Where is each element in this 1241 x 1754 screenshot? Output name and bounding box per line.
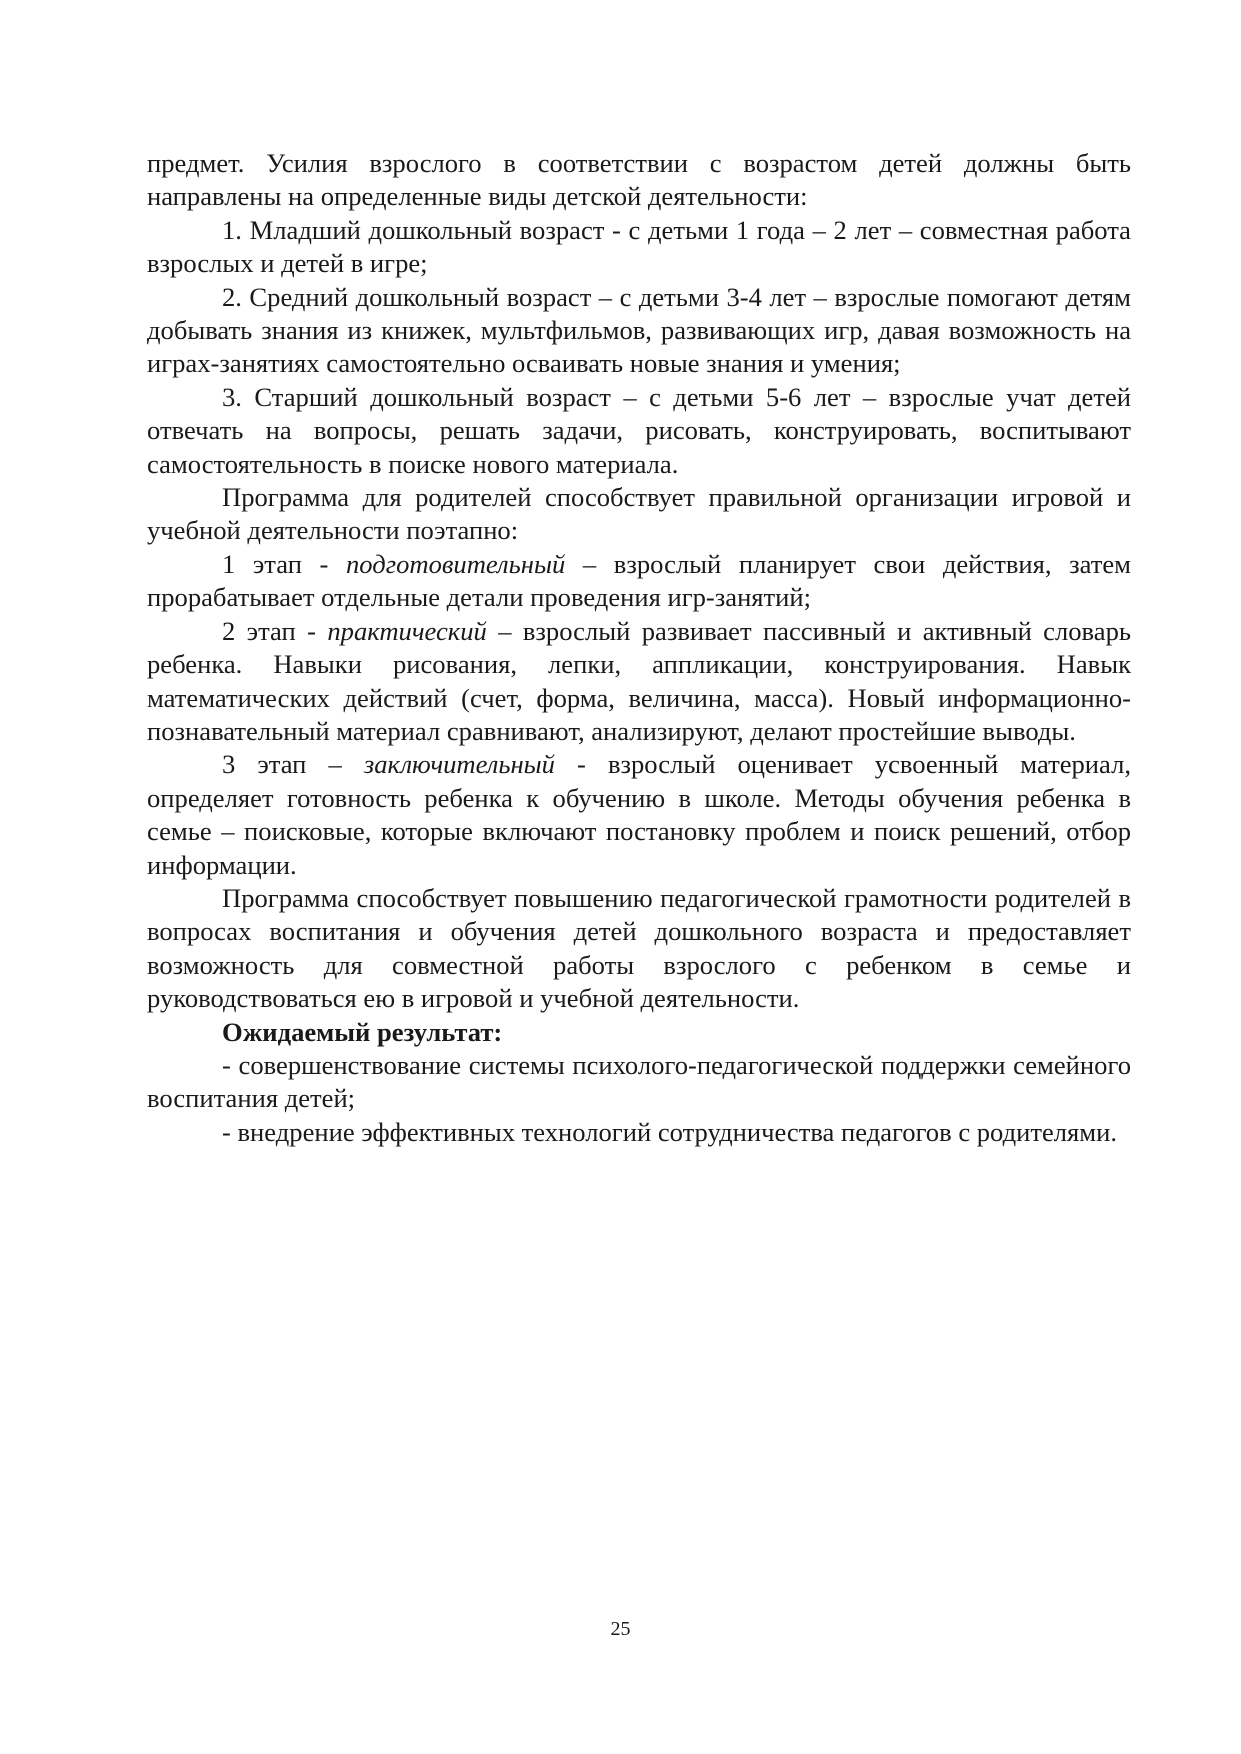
stage-1-text: – взрослый планирует свои действия, затем прорабатывает отдельные детали проведения игр-занятий; [147,548,1131,613]
list-item-junior-age: 1. Младший дошкольный возраст - с детьми 1 года – 2 лет – совместная работа взрослых и детей в игре; [147,214,1131,279]
stage-1-paragraph [147,548,1131,615]
result-item-1: - совершенствование системы психолого-педагогической поддержки семейного воспитания детей; [147,1049,1131,1114]
paragraph-conclusion: Программа способствует повышению педагогической грамотности родителей в вопросах воспитания и обучения детей дошкольного возраста и предоставляет возможность для совместной работы взрослого с ребенком в семье и руководствоваться ею в игровой и учебной деятельности. [147,882,1131,1014]
paragraph-program: Программа для родителей способствует правильной организации игровой и учебной деятельности поэтапно: [147,482,1131,546]
stage-3-text: - взрослый оценивает усвоенный материал, определяет готовность ребенка к обучению в школе. Методы обучения ребенка в семье – поисковые, которые включают постановку проблем и поиск решений, отбор информации. [147,749,1131,880]
stage-3-lead: 3 этап – [222,749,364,780]
stage-1-term: подготовительный [346,548,566,579]
document-body [147,147,1131,1149]
stage-3-paragraph [147,748,1131,882]
page-number: 25 [610,1618,631,1640]
paragraph-intro: предмет. Усилия взрослого в соответствии с возрастом детей должны быть направлены на определенные виды детской деятельности: [147,148,1131,212]
result-item-2: - внедрение эффективных технологий сотрудничества педагогов с родителями. [222,1116,1117,1147]
stage-2-text: – взрослый развивает пассивный и активный словарь ребенка. Навыки рисования, лепки, аппликации, конструирования. Навык математических действий (счет, форма, величина, масса). Новый информационно-познавательный материал сравнивают, анализируют, делают простейшие выводы. [147,615,1131,746]
list-item-middle-age: 2. Средний дошкольный возраст – с детьми 3-4 лет – взрослые помогают детям добывать знания из книжек, мультфильмов, развивающих игр, давая возможность на играх-занятиях самостоятельно осваивать новые знания и умения; [147,281,1131,379]
expected-result-heading-text: Ожидаемый результат: [222,1016,503,1047]
stage-2-lead: 2 этап - [222,615,328,646]
stage-1-lead: 1 этап - [222,548,346,579]
stage-3-term: заключительный [363,749,555,780]
stage-2-term: практический [327,615,487,646]
expected-result-heading [147,1016,1131,1049]
list-item-senior-age: 3. Старший дошкольный возраст – с детьми 5-6 лет – взрослые учат детей отвечать на вопросы, решать задачи, рисовать, конструировать, воспитывают самостоятельность в поиске нового материала. [147,381,1131,479]
stage-2-paragraph [147,615,1131,749]
